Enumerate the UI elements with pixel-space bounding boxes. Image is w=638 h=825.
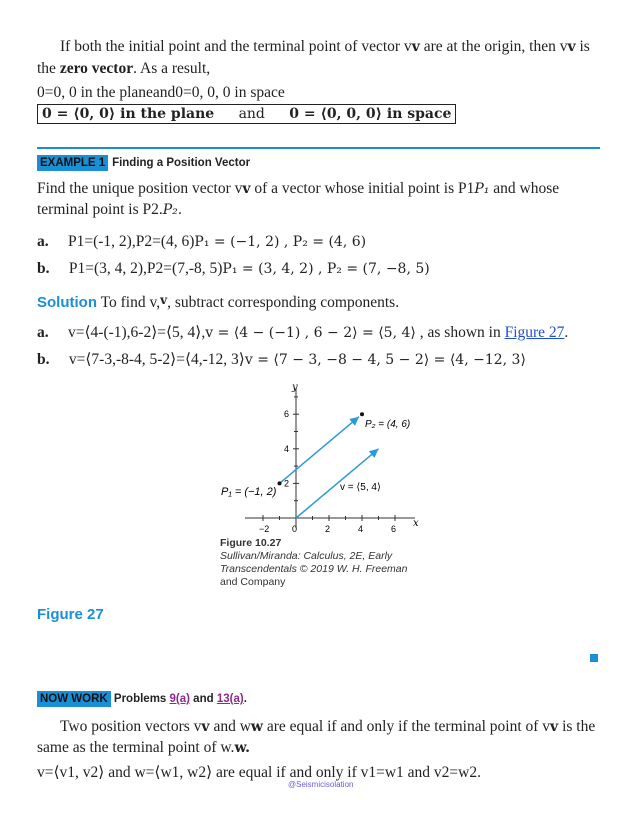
problem-line-2: terminal point is P2.P₂. — [37, 201, 183, 218]
equality-line-2: same as the terminal point of w.w. — [37, 739, 250, 756]
equality-condition: v=⟨v1, v2⟩ and w=⟨w1, w2⟩ are equal if and only if v1=w1 and v2=w2. — [37, 764, 481, 781]
position-vector-figure — [215, 378, 435, 538]
figure-caption: Figure 10.27 Sullivan/Miranda: Calculus, 2E, Early Transcendentals © 2019 W. H. Freeman and Company — [220, 537, 408, 588]
zero-vector-term: zero vector — [59, 60, 134, 77]
v-label: v = ⟨5, 4⟩ — [340, 482, 381, 493]
x-tick-label: −2 — [259, 524, 270, 534]
part-a: a. P1=(-1, 2),P2=(4, 6)P₁ = (−1, 2) , P₂ = (4, 6) — [37, 233, 367, 250]
watermark: @Seismicisolation — [288, 780, 354, 789]
now-work-tag: NOW WORK — [37, 691, 111, 707]
y-tick-label: 4 — [284, 443, 290, 454]
solution-line: Solution To find v,v, subtract corresponding components. — [37, 293, 400, 311]
p1-label: P₁ = (−1, 2) — [221, 486, 277, 498]
x-tick-label: 0 — [292, 524, 298, 534]
y-tick-label: 2 — [284, 478, 290, 489]
x-axis-label: x — [413, 518, 419, 529]
problem-line-1: Find the unique position vector vv of a vector whose initial point is P1P₁ and whose — [37, 180, 560, 197]
x-tick-label: 6 — [391, 524, 397, 534]
zero-vector-text: 0=0, 0 in the planeand0=0, 0, 0 in space — [37, 84, 285, 101]
problem-9a-link[interactable]: 9(a) — [169, 693, 190, 705]
figure-27-link[interactable]: Figure 27 — [504, 324, 565, 341]
p2-point — [360, 412, 364, 416]
solution-a: a. v=⟨4-(-1),6-2⟩=⟨5, 4⟩,v = ⟨4 − (−1) , 6 − 2⟩ = ⟨5, 4⟩ , as shown in Figure 27. — [37, 324, 569, 341]
solution-b: b. v=⟨7-3,-8-4, 5-2⟩=⟨4,-12, 3⟩v = ⟨7 − 3, −8 − 4, 5 − 2⟩ = ⟨4, −12, 3⟩ — [37, 351, 526, 368]
figure-label: Figure 27 — [37, 606, 104, 623]
example-title: Finding a Position Vector — [112, 157, 251, 169]
now-work: NOW WORK Problems 9(a) and 13(a). — [37, 689, 247, 707]
p2-label: P₂ = (4, 6) — [365, 419, 411, 430]
example-tag: EXAMPLE 1 — [37, 155, 108, 171]
intro-line-1: If both the initial point and the terminal point of vector vv are at the origin, then vv is — [60, 38, 590, 55]
x-tick-label: 2 — [325, 524, 331, 534]
solution-label: Solution — [37, 294, 97, 311]
intro-line-2: the zero vector. As a result, — [37, 60, 211, 77]
equality-line-1: Two position vectors vv and ww are equal if and only if the terminal point of vv is the — [60, 718, 596, 735]
example-header — [37, 153, 250, 171]
problem-13a-link[interactable]: 13(a) — [216, 693, 244, 705]
vector-p1-p2 — [280, 417, 360, 484]
x-tick-label: 4 — [358, 524, 364, 534]
part-b: b. P1=(3, 4, 2),P2=(7,-8, 5)P₁ = (3, 4, 2) , P₂ = (7, −8, 5) — [37, 260, 430, 277]
p1-point — [278, 481, 282, 485]
end-of-example-marker — [590, 654, 598, 662]
y-tick-label: 6 — [284, 409, 290, 420]
y-axis-label: y — [292, 382, 298, 393]
example-divider — [37, 147, 600, 149]
zero-vector-formula-box: 0 = ⟨0, 0⟩ in the plane and 0 = ⟨0, 0, 0⟩ in space — [37, 104, 456, 124]
